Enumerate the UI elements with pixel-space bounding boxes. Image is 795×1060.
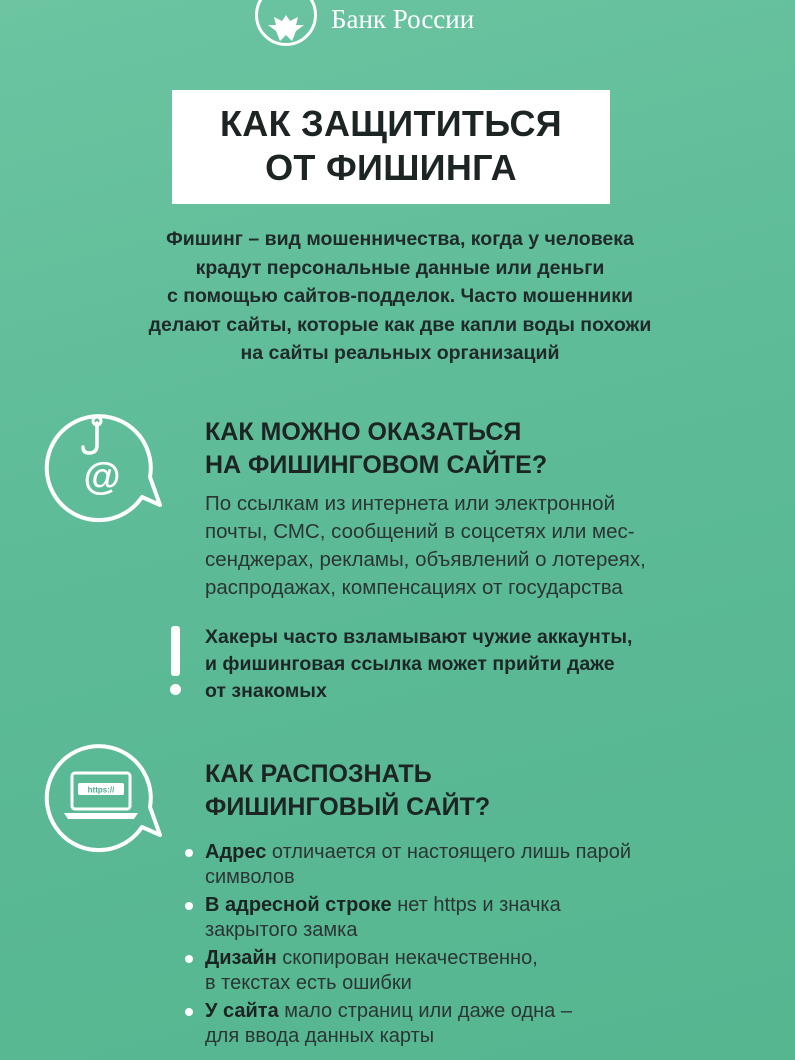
title-line-2: ОТ ФИШИНГА — [265, 147, 517, 188]
phishing-hook-icon — [42, 405, 167, 525]
list-item — [185, 999, 765, 1049]
section1-text-line: почты, СМС, сообщений в соцсетях или мес- — [205, 520, 635, 543]
bullet-text: мало страниц или даже одна – — [278, 1000, 572, 1022]
section1-text-line: По ссылкам из интернета или электронной — [205, 492, 616, 515]
bullet-text: скопирован некачественно, — [276, 947, 538, 969]
bullet-dot — [185, 1008, 193, 1016]
bank-emblem-icon — [255, 0, 317, 46]
warning-line: от знакомых — [205, 680, 327, 702]
section1-title-line-1: КАК МОЖНО ОКАЗАТЬСЯ — [205, 418, 522, 446]
bullet-bold: Адрес — [205, 841, 267, 863]
section1-title — [205, 416, 547, 482]
section2-title-line-1: КАК РАСПОЗНАТЬ — [205, 760, 432, 788]
title-box — [172, 90, 610, 204]
bullet-list — [185, 840, 765, 1052]
bullet-line2: для ввода данных карты — [205, 1025, 435, 1047]
intro-line: с помощью сайтов-подделок. Часто мошенники — [166, 285, 634, 307]
bank-name: Банк России — [331, 3, 475, 34]
header — [255, 0, 474, 52]
intro-line: Фишинг – вид мошенничества, когда у человека — [166, 228, 634, 250]
intro-line: крадут персональные данные или деньги — [195, 256, 605, 279]
list-item — [185, 893, 765, 943]
laptop-https-icon — [42, 735, 167, 855]
section2-title-line-2: ФИШИНГОВЫЙ САЙТ? — [205, 793, 491, 821]
intro-line: делают сайты, которые как две капли воды похожи — [148, 313, 652, 336]
bullet-bold: В адресной строке — [205, 894, 392, 916]
bullet-dot — [185, 849, 193, 857]
section1-text-line: распродажах, компенсациях от государства — [205, 576, 623, 599]
intro-line: на сайты реальных организаций — [240, 342, 560, 364]
bullet-text: нет https и значка — [391, 894, 561, 916]
bullet-text: отличается от настоящего лишь парой — [266, 841, 632, 863]
bullet-line2: в текстах есть ошибки — [205, 972, 412, 994]
https-url-glyph: https:// — [87, 785, 115, 795]
warning-line: и фишинговая ссылка может прийти даже — [205, 653, 615, 675]
bullet-bold: Дизайн — [205, 947, 277, 969]
section1-text — [205, 490, 765, 602]
list-item — [185, 840, 765, 890]
list-item — [185, 946, 765, 996]
exclamation-icon — [166, 626, 186, 698]
at-sign-glyph: @ — [83, 456, 121, 498]
bullet-bold: У сайта — [205, 1000, 279, 1022]
section1-text-line: сенджерах, рекламы, объявлений о лотереях, — [205, 548, 646, 571]
bullet-dot — [185, 902, 193, 910]
section2-title — [205, 758, 490, 824]
warning-line: Хакеры часто взламывают чужие аккаунты, — [205, 626, 633, 648]
bullet-line2: закрытого замка — [205, 919, 358, 941]
section1-title-line-2: НА ФИШИНГОВОМ САЙТЕ? — [205, 451, 548, 479]
warning-text — [205, 624, 765, 705]
bullet-dot — [185, 955, 193, 963]
intro-paragraph — [60, 225, 740, 368]
bullet-line2: символов — [205, 866, 295, 888]
title-line-1: КАК ЗАЩИТИТЬСЯ — [220, 103, 562, 144]
